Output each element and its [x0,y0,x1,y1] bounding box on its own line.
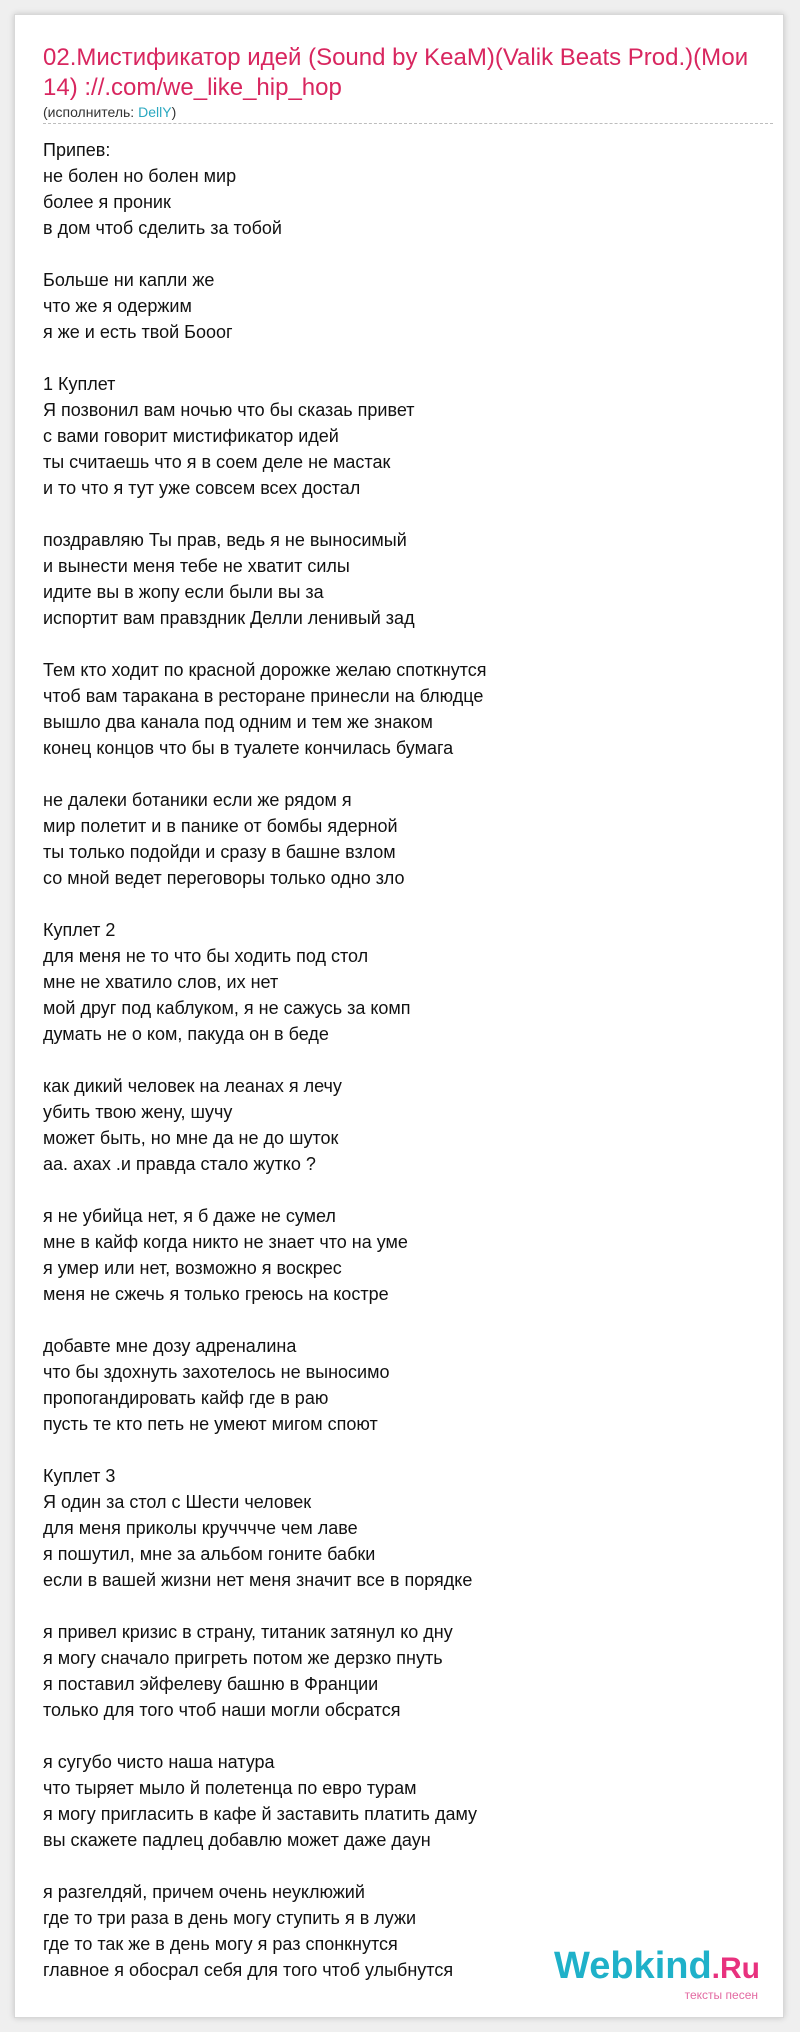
lyric-line: Больше ни капли же [43,270,215,290]
lyric-line: пусть те кто петь не умеют мигом споют [43,1414,378,1434]
lyric-line: я не убийца нет, я б даже не сумел [43,1206,336,1226]
lyric-line: где то три раза в день могу ступить я в лужи [43,1908,417,1928]
lyric-line: может быть, но мне да не до шуток [43,1128,339,1148]
title-divider [43,123,773,124]
stanza [43,1749,773,1853]
artist-prefix: (исполнитель: [43,104,139,120]
stanza [43,527,773,631]
lyric-line: вы скажете падлец добавлю может даже даун [43,1830,431,1850]
lyric-line: мир полетит и в панике от бомбы ядерной [43,816,398,836]
lyric-line: я привел кризис в страну, титаник затянул ко дну [43,1622,453,1642]
lyric-line: добавте мне дозу адреналина [43,1336,297,1356]
artist-line [43,103,773,121]
lyric-line: я могу сначало пригреть потом же дерзко пнуть [43,1648,443,1668]
lyric-line: Тем кто ходит по красной дорожке желаю споткнутся [43,660,487,680]
lyric-line: со мной ведет переговоры только одно зло [43,868,405,888]
site-watermark [554,1944,768,2008]
lyric-line: только для того чтоб наши могли обсратся [43,1700,401,1720]
lyric-line: я пошутил, мне за альбом гоните бабки [43,1544,376,1564]
lyric-line: и то что я тут уже совсем всех достал [43,478,361,498]
stanza [43,917,773,1047]
lyric-line: думать не о ком, пакуда он в беде [43,1024,329,1044]
lyrics-card [14,14,784,2018]
lyric-line: в дом чтоб сделить за тобой [43,218,282,238]
stanza [43,787,773,891]
lyric-line: аа. ахах .и правда стало жутко ? [43,1154,316,1174]
stanza [43,267,773,345]
lyric-line: Куплет 3 [43,1466,116,1486]
lyric-line: более я проник [43,192,171,212]
lyric-line: я сугубо чисто наша натура [43,1752,275,1772]
lyric-line: ты только подойди и сразу в башне взлом [43,842,396,862]
lyric-line: что бы здохнуть захотелось не выносимо [43,1362,390,1382]
song-title: 02.Мистификатор идей (Sound by KeaM)(Valik Beats Prod.)(Мои 14) ://.com/we_like_hip_hop [43,44,749,101]
stanza [43,1463,773,1593]
stanza [43,1333,773,1437]
lyric-line: поздравляю Ты прав, ведь я не выносимый [43,530,407,550]
stanza [43,1203,773,1307]
lyric-line: пропогандировать кайф где в раю [43,1388,329,1408]
lyric-line: главное я обосрал себя для того чтоб улыбнутся [43,1960,454,1980]
watermark-subtitle: тексты песен [684,1988,758,2002]
lyric-line: ты считаешь что я в соем деле не мастак [43,452,391,472]
lyric-line: не болен но болен мир [43,166,237,186]
lyric-line: испортит вам правздник Делли ленивый зад [43,608,415,628]
lyric-line: меня не сжечь я только греюсь на костре [43,1284,389,1304]
lyric-line: вышло два канала под одним и тем же знаком [43,712,433,732]
lyric-line: я умер или нет, возможно я воскрес [43,1258,342,1278]
lyric-line: Куплет 2 [43,920,116,940]
lyric-line: мой друг под каблуком, я не сажусь за комп [43,998,411,1018]
stanza [43,1073,773,1177]
lyric-line: Я один за стол с Шести человек [43,1492,312,1512]
lyric-line: я же и есть твой Бооог [43,322,233,342]
watermark-name: Webkind [554,1945,712,1987]
lyric-line: я разгелдяй, причем очень неуклюжий [43,1882,365,1902]
lyric-line: с вами говорит мистификатор идей [43,426,339,446]
lyric-line: Припев: [43,140,111,160]
lyrics-body [43,137,773,2009]
lyric-line: я могу пригласить в кафе й заставить платить даму [43,1804,478,1824]
lyric-line: убить твою жену, шучу [43,1102,233,1122]
lyric-line: и вынести меня тебе не хватит силы [43,556,350,576]
lyric-line: я поставил эйфелеву башню в Франции [43,1674,379,1694]
stanza [43,657,773,761]
lyric-line: Я позвонил вам ночью что бы сказаь привет [43,400,415,420]
lyric-line: как дикий человек на леанах я лечу [43,1076,342,1096]
lyric-line: идите вы в жопу если были вы за [43,582,324,602]
lyric-line: что тыряет мыло й полетенца по евро турам [43,1778,417,1798]
lyric-line: для меня не то что бы ходить под стол [43,946,369,966]
lyric-line: 1 Куплет [43,374,116,394]
lyric-line: где то так же в день могу я раз спонкнутся [43,1934,398,1954]
lyric-line: мне не хватило слов, их нет [43,972,279,992]
lyric-line: не далеки ботаники если же рядом я [43,790,352,810]
watermark-logo [554,1944,760,1991]
stanza [43,371,773,501]
lyric-line: конец концов что бы в туалете кончилась бумага [43,738,454,758]
lyric-line: чтоб вам таракана в ресторане принесли на блюдце [43,686,484,706]
lyric-line: что же я одержим [43,296,192,316]
artist-suffix: ) [171,104,177,120]
lyric-line: если в вашей жизни нет меня значит все в порядке [43,1570,473,1590]
stanza [43,1619,773,1723]
lyric-line: для меня приколы круччччe чем лаве [43,1518,358,1538]
artist-link[interactable]: DellY [138,104,172,120]
stanza [43,137,773,241]
watermark-tld: .Ru [711,1952,760,1985]
lyric-line: мне в кайф когда никто не знает что на уме [43,1232,408,1252]
